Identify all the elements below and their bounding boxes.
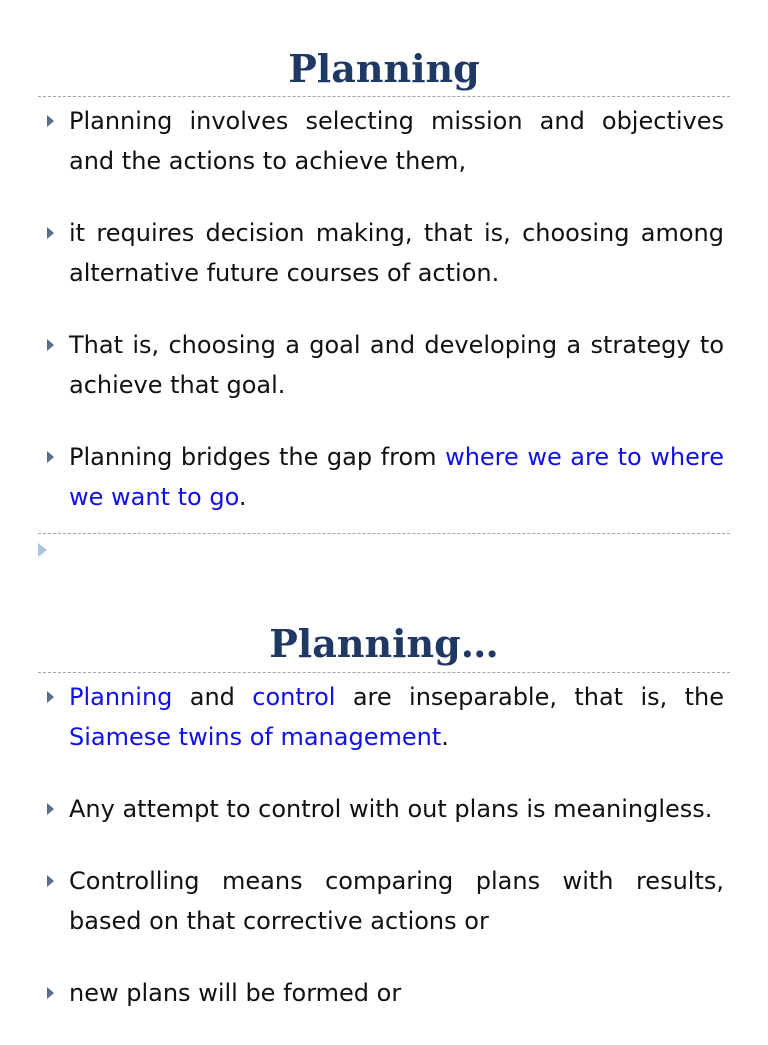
bullet-text: it requires decision making, that is, choosing among alternative future courses of action. (69, 219, 724, 287)
bullet-arrow-icon (47, 691, 54, 703)
highlighted-text: Planning (69, 683, 173, 711)
highlighted-text: control (252, 683, 336, 711)
bullet-item (44, 213, 724, 293)
bullet-text: . (441, 723, 449, 751)
bullet-text: Planning involves selecting mission and objectives and the actions to achieve them, (69, 107, 724, 175)
bullet-arrow-icon (47, 987, 54, 999)
bullet-item (44, 437, 724, 517)
slide-title: Planning (288, 46, 480, 91)
slide-2 (0, 576, 768, 1024)
bullet-text: new plans will be formed or (69, 979, 402, 1007)
bullet-list (44, 101, 724, 549)
bullet-text: are inseparable, that is, the (335, 683, 724, 711)
bullet-item (44, 325, 724, 405)
bullet-arrow-icon (47, 227, 54, 239)
highlighted-text: where we are to where we want to go (69, 443, 724, 511)
slide-title: Planning… (269, 621, 499, 666)
bullet-text: Any attempt to control with out plans is meaningless. (69, 795, 713, 823)
bullet-item (44, 861, 724, 941)
bullet-text: . (238, 483, 247, 511)
bullet-list (44, 677, 724, 1045)
bullet-arrow-icon (47, 875, 54, 887)
title-divider (38, 672, 730, 673)
bullet-item (44, 973, 724, 1013)
bullet-item (44, 101, 724, 181)
bullet-item (44, 677, 724, 757)
bullet-arrow-icon (47, 803, 54, 815)
title-divider (38, 96, 730, 97)
bullet-item (44, 789, 724, 829)
bullet-arrow-icon (47, 451, 54, 463)
highlighted-text: Siamese twins of management (69, 723, 442, 751)
bullet-text: and (172, 683, 253, 711)
bullet-arrow-icon (47, 115, 54, 127)
bullet-arrow-icon (47, 339, 54, 351)
footer-divider (38, 533, 730, 534)
empty-bullet-icon (38, 543, 47, 557)
bullet-text: Planning bridges the gap from (69, 443, 446, 471)
bullet-text: Controlling means comparing plans with results, based on that corrective actions or (69, 867, 724, 935)
bullet-text: That is, choosing a goal and developing a strategy to achieve that goal. (69, 331, 724, 399)
